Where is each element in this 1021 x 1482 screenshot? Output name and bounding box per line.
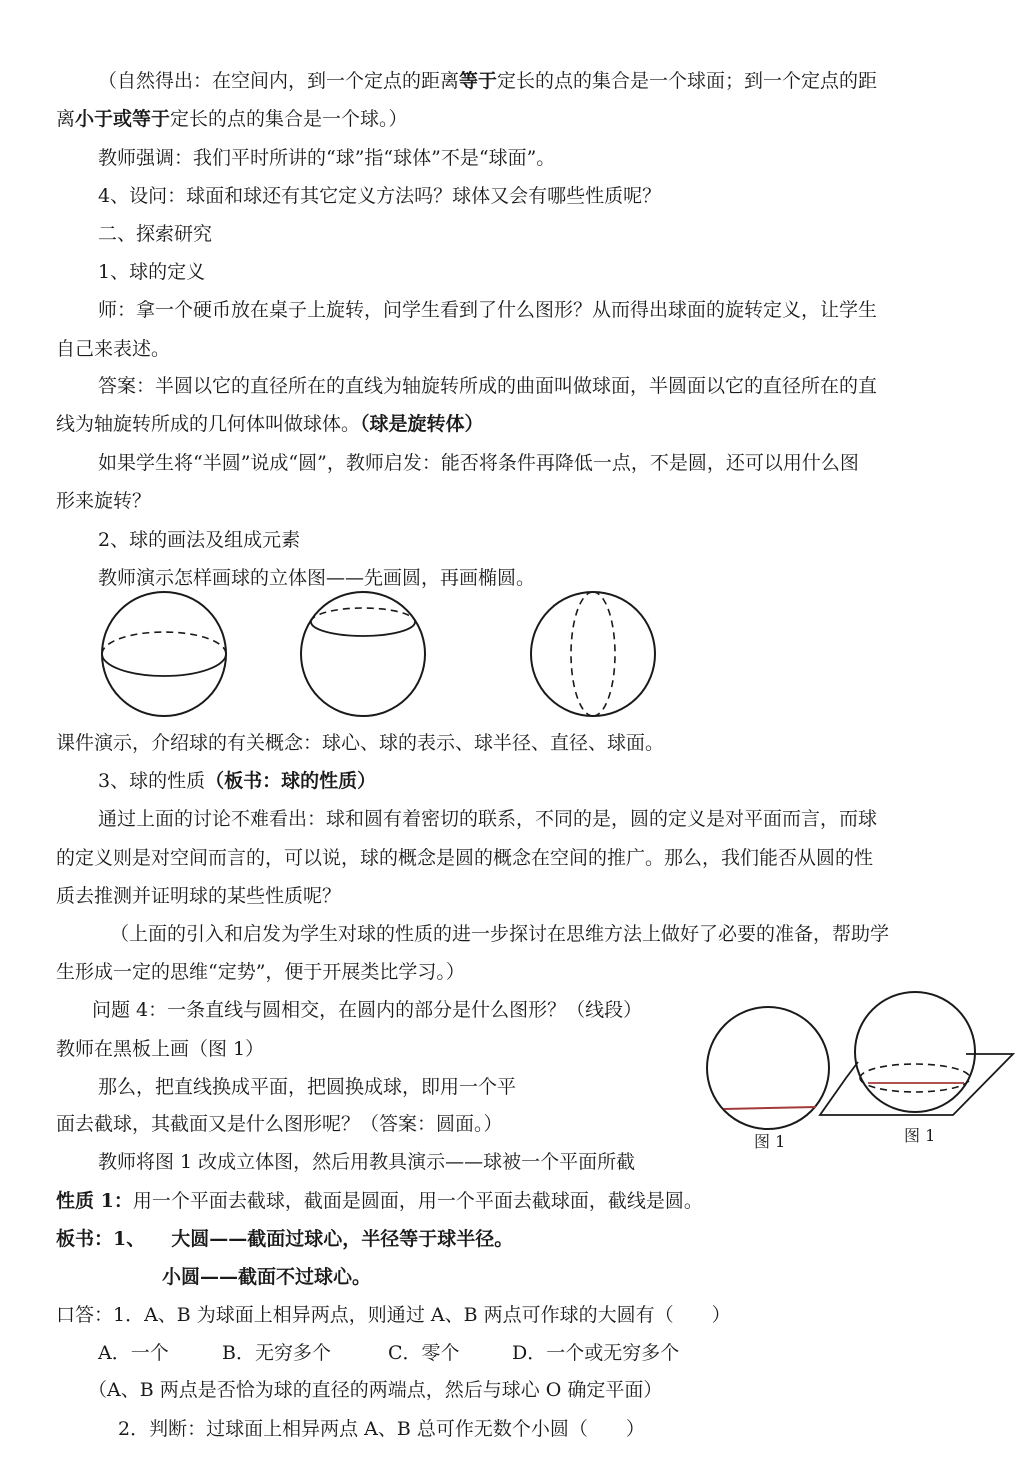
discussion-line-3: 质去推测并证明球的某些性质呢？ [56, 885, 342, 907]
oral-hint: （A、B 两点是否恰为球的直径的两端点，然后与球心 O 确定平面） [88, 1379, 663, 1401]
oral-options [98, 1340, 997, 1366]
board-great-circle: 板书：1、 大圆——截面过球心，半径等于球半径。 [56, 1228, 514, 1250]
note-line-2: 生形成一定的思维“定势”，便于开展类比学习。） [56, 961, 465, 983]
equator-back-dashed [102, 632, 226, 654]
problem4-line-1: 问题 4：一条直线与圆相交，在圆内的部分是什么图形？（线段） [92, 999, 643, 1021]
oral-question-2: 2．判断：过球面上相异两点 A、B 总可作无数个小圆（ ） [118, 1418, 645, 1440]
ifstudent-line-1: 如果学生将“半圆”说成“圆”，教师启发：能否将条件再降低一点，不是圆，还可以用什么图 [98, 452, 859, 474]
equator-front [102, 654, 226, 676]
ifstudent-line-2: 形来旋转？ [56, 490, 152, 512]
circle-outline [707, 1007, 829, 1129]
meridian-right-dashed [593, 592, 615, 716]
oral-question-1: 口答：1．A、B 为球面上相异两点，则通过 A、B 两点可作球的大圆有（ ） [56, 1304, 731, 1326]
answer-line-1: 答案：半圆以它的直径所在的直线为轴旋转所成的曲面叫做球面，半圆面以它的直径所在的直 [98, 375, 878, 397]
option-b: B．无穷多个 [222, 1342, 331, 1364]
section-back-dashed [860, 1064, 970, 1078]
sphere-outline [102, 592, 226, 716]
note-line-1: （上面的引入和启发为学生对球的性质的进一步探讨在思维方法上做好了必要的准备，帮助学 [110, 923, 890, 945]
section-heading-explore: 二、探索研究 [98, 223, 213, 245]
courseware-demo: 课件演示，介绍球的有关概念：球心、球的表示、球半径、直径、球面。 [56, 732, 665, 754]
meridian-left-dashed [571, 592, 593, 716]
small-circle-back-dashed [311, 608, 415, 622]
subheading-sphere-definition: 1、球的定义 [98, 261, 206, 283]
sphere-outline [855, 992, 975, 1112]
option-c: C．零个 [388, 1342, 460, 1364]
sphere-outline [301, 592, 425, 716]
option-a: A．一个 [98, 1342, 169, 1364]
problem4-line-3: 那么，把直线换成平面，把圆换成球，即用一个平 [98, 1076, 517, 1098]
cutting-plane [820, 1054, 1013, 1115]
sphere-figure-equator [98, 590, 234, 720]
problem4-line-4: 面去截球，其截面又是什么图形呢？（答案：圆面。） [56, 1113, 503, 1135]
drawing-demo: 教师演示怎样画球的立体图——先画圆，再画椭圆。 [98, 567, 536, 589]
teacher-emphasis: 教师强调：我们平时所讲的“球”指“球体”不是“球面”。 [98, 147, 556, 169]
small-circle-front [311, 622, 415, 636]
option-d: D．一个或无穷多个 [512, 1342, 680, 1364]
board-small-circle: 小圆——截面不过球心。 [162, 1266, 372, 1288]
intro-line-2: 离小于或等于定长的点的集合是一个球。） [56, 108, 408, 130]
figure-1-sphere-plane [818, 990, 1018, 1120]
section-front-dashed [860, 1078, 970, 1092]
figure-1-caption-left: 图 1 [754, 1132, 786, 1151]
answer-line-2: 线为轴旋转所成的几何体叫做球体。（球是旋转体） [56, 413, 484, 435]
sphere-outline [531, 592, 655, 716]
sphere-figure-meridian [527, 590, 663, 720]
teacher-line-1: 师：拿一个硬币放在桌子上旋转，问学生看到了什么图形？从而得出球面的旋转定义，让学生 [98, 299, 878, 321]
figure-1-caption-right: 图 1 [904, 1126, 936, 1145]
sphere-figure-small-circle [299, 590, 431, 720]
chord-line [724, 1107, 816, 1109]
figure-1-circle-chord [704, 1010, 834, 1128]
question-4: 4、设问：球面和球还有其它定义方法吗？球体又会有哪些性质呢？ [98, 185, 662, 207]
discussion-line-2: 的定义则是对空间而言的，可以说，球的概念是圆的概念在空间的推广。那么，我们能否从圆的性 [56, 847, 874, 869]
subheading-properties: 3、球的性质（板书：球的性质） [98, 770, 377, 792]
teacher-line-2: 自己来表述。 [56, 338, 171, 360]
property-1: 性质 1：用一个平面去截球，截面是圆面，用一个平面去截球面，截线是圆。 [56, 1190, 703, 1212]
subheading-drawing: 2、球的画法及组成元素 [98, 529, 301, 551]
problem4-line-2: 教师在黑板上画（图 1） [56, 1038, 265, 1060]
problem4-line-5: 教师将图 1 改成立体图，然后用教具演示——球被一个平面所截 [98, 1151, 636, 1173]
intro-line-1: （自然得出：在空间内，到一个定点的距离等于定长的点的集合是一个球面；到一个定点的距 [98, 70, 878, 92]
discussion-line-1: 通过上面的讨论不难看出：球和圆有着密切的联系，不同的是，圆的定义是对平面而言，而球 [98, 808, 878, 830]
